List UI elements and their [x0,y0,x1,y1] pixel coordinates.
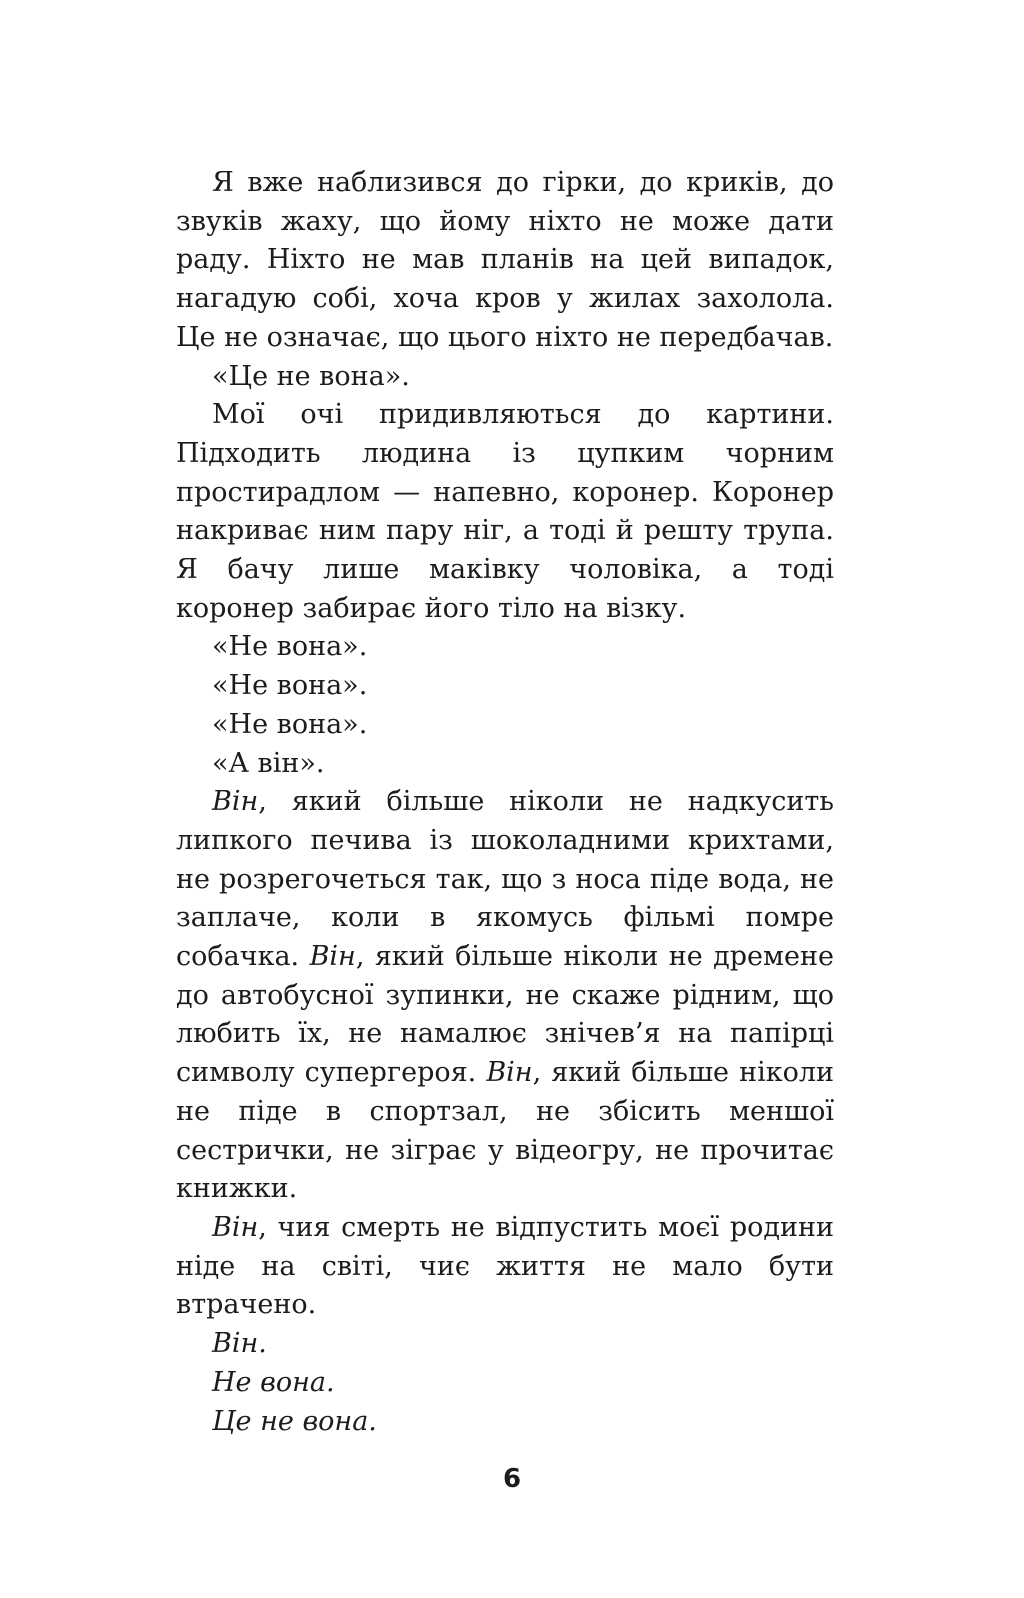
paragraph: Він. [212,1328,267,1360]
page-number: 6 [502,1464,522,1494]
paragraph: «Це не вона». [212,360,410,392]
body-text [176,164,834,1441]
paragraph: Я вже наблизився до гірки, до криків, до звуків жаху, що йому ніхто не може дати раду. Ніхто не мав планів на цей випадок, нагадую собі, хоча кров у жилах захолола. Це не означає, що цього ніхто не передбачав. [176,167,834,353]
paragraph: Не вона. [212,1366,335,1398]
paragraph: «Не вона». [212,670,368,702]
paragraph: Він, який більше ніколи не надкусить липкого печива із шоколадними крихтами, не розрегочеться так, що з носа піде вода, не заплаче, коли в якомусь фільмі помре собачка. Він, який більше ніколи не дремене до автобусної зупинки, не скаже рідним, що любить їх, не намалює знічев’я на папірці символу супергероя. Він, який більше ніколи не піде в спортзал, не збісить меншої сестрички, не зіграє у відеогру, не прочитає книжки. [176,786,835,1205]
paragraph: «Не вона». [212,708,368,740]
paragraph: Це не вона. [212,1405,377,1437]
paragraph: «А він». [212,747,325,779]
paragraph: «Не вона». [212,631,368,663]
paragraph: Він, чия смерть не відпустить моєї родини ніде на світі, чиє життя не мало бути втрачено. [176,1211,834,1321]
paragraph: Мої очі придивляються до картини. Підходить людина із цупким чорним простирадлом — напевно, коронер. Коронер накриває ним пару ніг, а тоді й решту трупа. Я бачу лише маківку чоловіка, а тоді коронер забирає його тіло на візку. [176,399,834,624]
